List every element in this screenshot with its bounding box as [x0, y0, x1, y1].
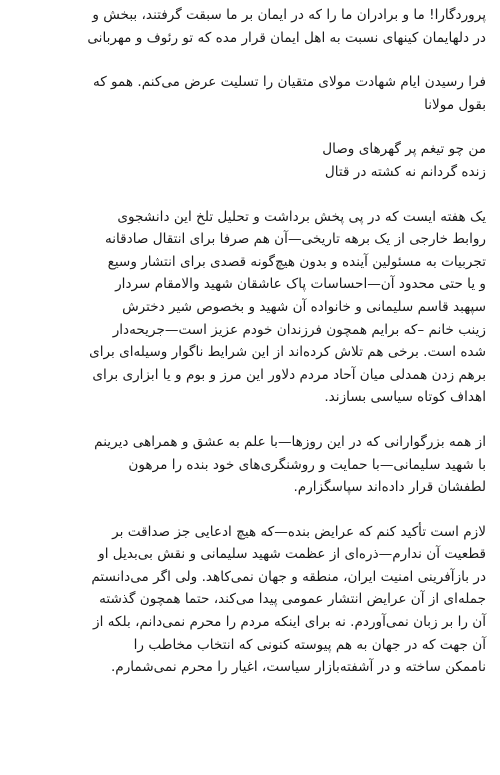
text-line: بقول مولانا: [424, 96, 486, 113]
text-line: آن را بر زبان نمی‌آوردم. نه برای اینکه مردم را محرم نمی‌دانم، بلکه از: [93, 614, 486, 631]
text-line: شده است. برخی هم تلاش کرده‌اند از این شرایط ناگوار وسیله‌ای برای: [89, 344, 486, 361]
gratitude-paragraph: [14, 431, 486, 499]
text-line: پروردگارا! ما و برادران ما را که در ایمان بر ما سبقت گرفتند، ببخش و: [92, 7, 486, 23]
text-line: و یا حتی محدود آن—احساسات پاک عاشقان شهید والامقام سردار: [115, 276, 486, 293]
text-line: در دلهایمان کینهای نسبت به اهل ایمان قرار مده که تو رئوف و مهربانی: [87, 29, 486, 46]
verse-line: من چو تیغم پر گهرهای وصال: [322, 141, 486, 158]
poem-verse: [14, 138, 486, 183]
text-line: ناممکن ساخته و در آشفته‌بازار سیاست، اغیار را محرم نمی‌شمارم.: [110, 659, 486, 676]
condolence-paragraph: [14, 71, 486, 116]
text-line: لازم است تأکید کنم که عرایض بنده—که هیچ ادعایی جز صداقت بر: [112, 523, 486, 540]
explanation-paragraph: [14, 206, 486, 409]
text-line: با شهید سلیمانی—با حمایت و روشنگری‌های خود بنده را مرهون: [128, 456, 486, 473]
text-line: در بازآفرینی امنیت ایران، منطقه و جهان نمی‌کاهد. ولی اگر می‌دانستم: [91, 568, 486, 585]
text-line: قطعیت آن ندارم—ذره‌ای از عظمت شهید سلیمانی و نقش بی‌بدیل او: [98, 546, 486, 563]
text-line: آن جهت که در جهان به هم پیوسته کنونی که انتخاب مخاطب را: [133, 636, 486, 653]
prayer-paragraph: [14, 4, 486, 49]
text-line: زینب خانم –که برایم همچون فرزندان خودم عزیز است—جریحه‌دار: [112, 321, 486, 338]
text-line: از همه بزرگوارانی که در این روزها—با علم به عشق و همراهی دیرینم: [94, 433, 486, 450]
text-line: لطفشان قرار داده‌اند سپاسگزارم.: [293, 479, 486, 496]
text-line: تجربیات به مسئولین آینده و بدون هیچ‌گونه قصدی برای انتشار وسیع: [107, 253, 486, 270]
text-line: فرا رسیدن ایام شهادت مولای متقیان را تسلیت عرض می‌کنم. همو که: [92, 74, 486, 91]
text-line: جمله‌ای از آن عرایض انتشار عمومی پیدا می‌کند، حتما همچون گذشته: [99, 591, 486, 608]
emphasis-paragraph: [14, 521, 486, 679]
text-line: برهم زدن همدلی میان آحاد مردم دلاور این مرز و بوم و یا ابزاری برای: [92, 366, 486, 383]
text-line: اهداف کوتاه سیاسی بسازند.: [324, 389, 486, 406]
text-line: یک هفته ایست که در پی پخش برداشت و تحلیل تلخ این دانشجوی: [117, 208, 486, 225]
text-line: سپهبد قاسم سلیمانی و خانواده آن شهید و بخصوص شیر دخترش: [122, 298, 486, 315]
text-line: روابط خارجی از یک برهه تاریخی—آن هم صرفا برای انتقال صادقانه: [104, 231, 486, 248]
verse-line: زنده گردانم نه کشته در قتال: [324, 163, 486, 180]
